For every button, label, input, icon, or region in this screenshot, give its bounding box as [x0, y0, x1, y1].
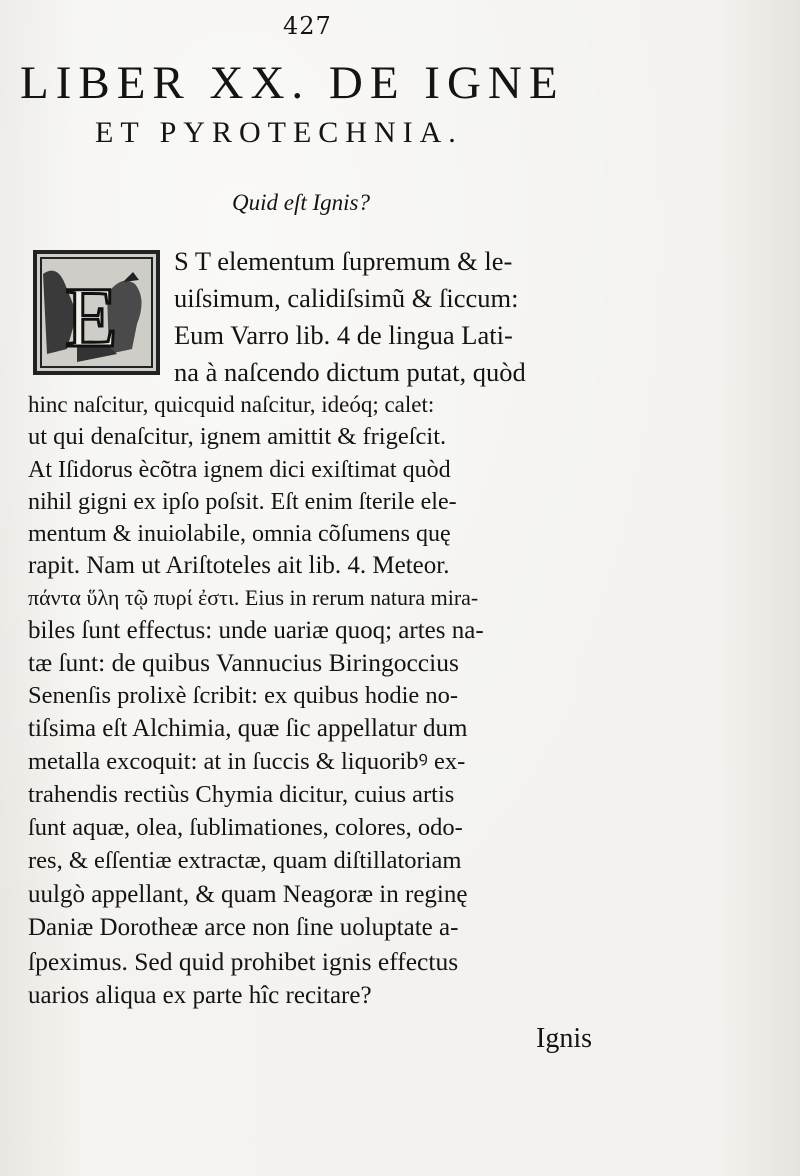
text-line: metalla excoquit: at in ſuccis & liquoribꝰ ex-: [28, 748, 466, 775]
text-line: uulgò appellant, & quam Neagoræ in reginę: [28, 881, 468, 908]
text-line: S T elementum ſupremum & le-: [174, 246, 513, 276]
text-line: tiſsima eſt Alchimia, quæ ſic appellatur dum: [28, 715, 468, 742]
chapter-title: LIBER XX. DE IGNE: [20, 57, 565, 109]
text-line: mentum & inuiolabile, omnia cõſumens quę: [28, 521, 451, 547]
text-line: Eum Varro lib. 4 de lingua Lati-: [174, 320, 513, 350]
text-line: Daniæ Dorotheæ arce non ſine uoluptate a-: [28, 914, 459, 941]
text-line: hinc naſcitur, quicquid naſcitur, ideóq; calet:: [28, 392, 435, 417]
page-number: 427: [283, 12, 332, 40]
catchword: Ignis: [536, 1023, 592, 1054]
text-line: ſunt aquæ, olea, ſublimationes, colores, odo-: [28, 814, 463, 841]
text-line: Senenſis prolixè ſcribit: ex quibus hodie no-: [28, 682, 459, 709]
text-line: At Iſidorus ècõtra ignem dici exiſtimat quòd: [28, 457, 451, 483]
text-line: biles ſunt effectus: unde uariæ quoq; artes na-: [28, 617, 484, 644]
text-line: na à naſcendo dictum putat, quòd: [174, 357, 526, 387]
woodcut-initial-icon: [37, 254, 156, 371]
text-line: uarios aliqua ex parte hîc recitare?: [28, 982, 372, 1009]
section-heading: Quid eſt Ignis?: [232, 190, 370, 215]
decorated-initial-e: [33, 250, 160, 375]
text-line: uiſsimum, calidiſsimũ & ſiccum:: [174, 283, 519, 313]
text-line: trahendis rectiùs Chymia dicitur, cuius artis: [28, 781, 455, 808]
text-line: res, & eſſentiæ extractæ, quam diſtillatoriam: [28, 847, 462, 874]
text-line: nihil gigni ex ipſo poſsit. Eſt enim ſterile ele-: [28, 489, 457, 515]
text-line: πάντα ὕλη τῷ πυρί ἐστι. Eius in rerum natura mira-: [28, 585, 479, 610]
initial-letter: E: [65, 269, 118, 365]
chapter-subtitle: ET PYROTECHNIA.: [95, 116, 463, 149]
text-line: tæ ſunt: de quibus Vannucius Biringoccius: [28, 648, 459, 677]
text-line: rapit. Nam ut Ariſtoteles ait lib. 4. Meteor.: [28, 552, 450, 579]
text-line: ſpeximus. Sed quid prohibet ignis effectus: [28, 947, 459, 976]
text-line: ut qui denaſcitur, ignem amittit & frigeſcit.: [28, 423, 447, 450]
